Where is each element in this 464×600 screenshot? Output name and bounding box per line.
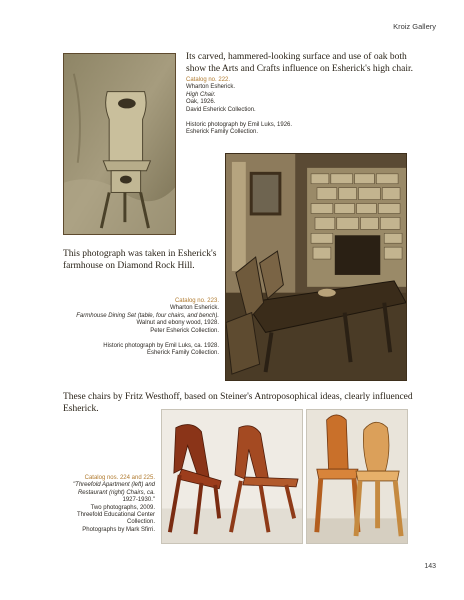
threefold-apartment-chairs-photo [161,409,303,544]
catalog-223-photo-credit: Historic photograph by Emil Luks, ca. 1928. [103,343,219,350]
restaurant-chairs-photo [306,409,408,544]
catalog-223-title: Farmhouse Dining Set (table, four chairs, and bench). [76,312,219,319]
high-chair-caption: Its carved, hammered-looking surface and use of oak both show the Arts and Crafts influence on Esherick's high chair. [186,52,414,74]
gallery-title: Kroiz Gallery [393,22,436,31]
catalog-223-collection: Peter Esherick Collection. [150,327,219,334]
catalog-223-photo-collection: Esherick Family Collection. [146,350,219,357]
catalog-222-collection: David Esherick Collection. [186,106,256,113]
catalog-222-photo-credit: Historic photograph by Emil Luks, 1926. [186,122,293,129]
catalog-223-block [55,298,219,358]
catalog-222-photo-collection: Esherick Family Collection. [186,129,259,136]
westhoff-caption: These chairs by Fritz Westhoff, based on Steiner's Antroposophical ideas, clearly influenced Esherick. [63,392,413,414]
catalog-223-artist: Wharton Esherick. [169,305,219,312]
farmhouse-interior-photo [225,153,407,381]
catalog-224-line-3: 1927-1930." [122,497,155,504]
catalog-224-line-7: Photographs by Mark Sfirri. [82,526,155,533]
page-number: 143 [424,563,436,570]
catalog-224-label: Catalog nos. 224 and 225. [84,475,155,481]
catalog-222-artist: Wharton Esherick. [186,84,236,91]
catalog-222-title: High Chair. [186,91,216,98]
catalog-222-block [186,77,386,137]
catalog-223-label: Catalog no. 223. [174,298,219,304]
catalog-224-line-5: Threefold Educational Center [76,512,155,519]
farmhouse-caption: This photograph was taken in Esherick's farmhouse on Diamond Rock Hill. [63,249,217,271]
catalog-224-line-6: Collection. [126,519,155,526]
catalog-224-line-4: Two photographs, 2009. [90,504,155,511]
catalog-224-line-2: Restaurant (right) Chairs, ca. [77,489,155,496]
catalog-222-label: Catalog no. 222. [186,77,231,83]
high-chair-photo [63,53,176,235]
catalog-224-line-1: "Threefold Apartment (left) and [73,482,155,489]
catalog-222-material: Oak, 1926. [186,99,216,106]
catalog-223-material: Walnut and ebony wood, 1928. [136,320,219,327]
catalog-224-block [45,475,155,534]
